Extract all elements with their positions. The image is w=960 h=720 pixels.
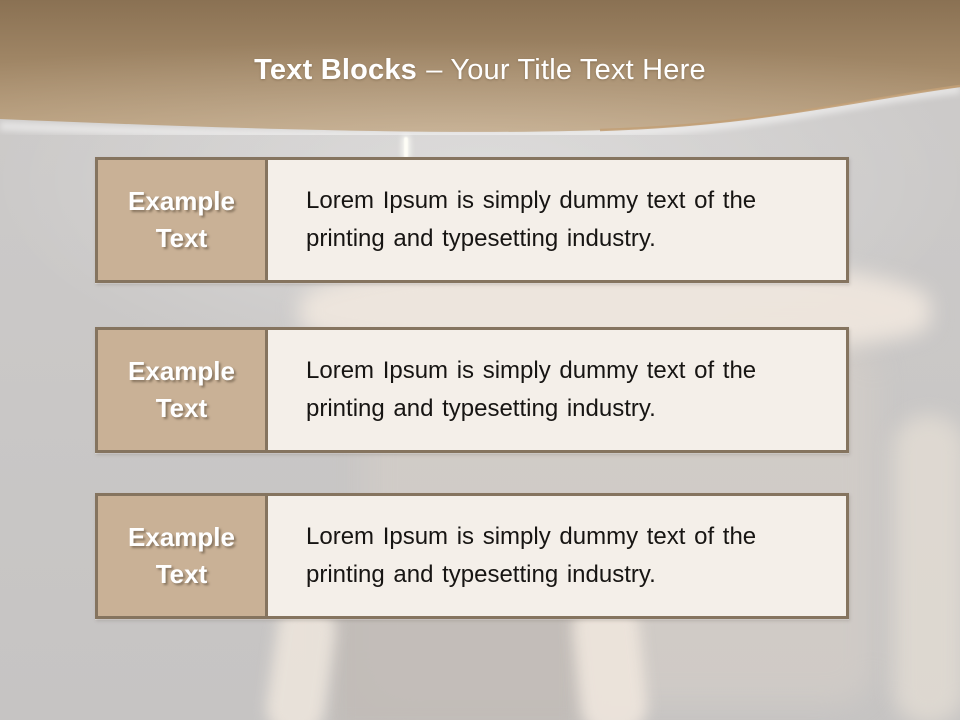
- text-block-label-text: Example Text: [128, 186, 235, 253]
- text-block-body: [268, 330, 846, 450]
- figure-right-side: [893, 415, 960, 720]
- text-block-body-text: Lorem Ipsum is simply dummy text of the printing and typesetting industry.: [306, 523, 757, 588]
- text-block-label: [98, 496, 268, 616]
- text-block-label: [98, 160, 268, 280]
- text-block-label-text: Example Text: [128, 356, 235, 423]
- text-block-body-text: Lorem Ipsum is simply dummy text of the printing and typesetting industry.: [306, 187, 757, 252]
- slide-title-emphasis: Text Blocks: [254, 54, 418, 86]
- text-block-body: [268, 160, 846, 280]
- text-block: [95, 327, 849, 453]
- text-block: [95, 157, 849, 283]
- slide-title-rest: – Your Title Text Here: [426, 54, 706, 86]
- slide-title: [0, 52, 960, 88]
- text-block-label-text: Example Text: [128, 522, 235, 589]
- text-block-body: [268, 496, 846, 616]
- candle-highlight: [404, 137, 408, 158]
- text-block-label: [98, 330, 268, 450]
- text-block-body-text: Lorem Ipsum is simply dummy text of the printing and typesetting industry.: [306, 357, 757, 422]
- text-block: [95, 493, 849, 619]
